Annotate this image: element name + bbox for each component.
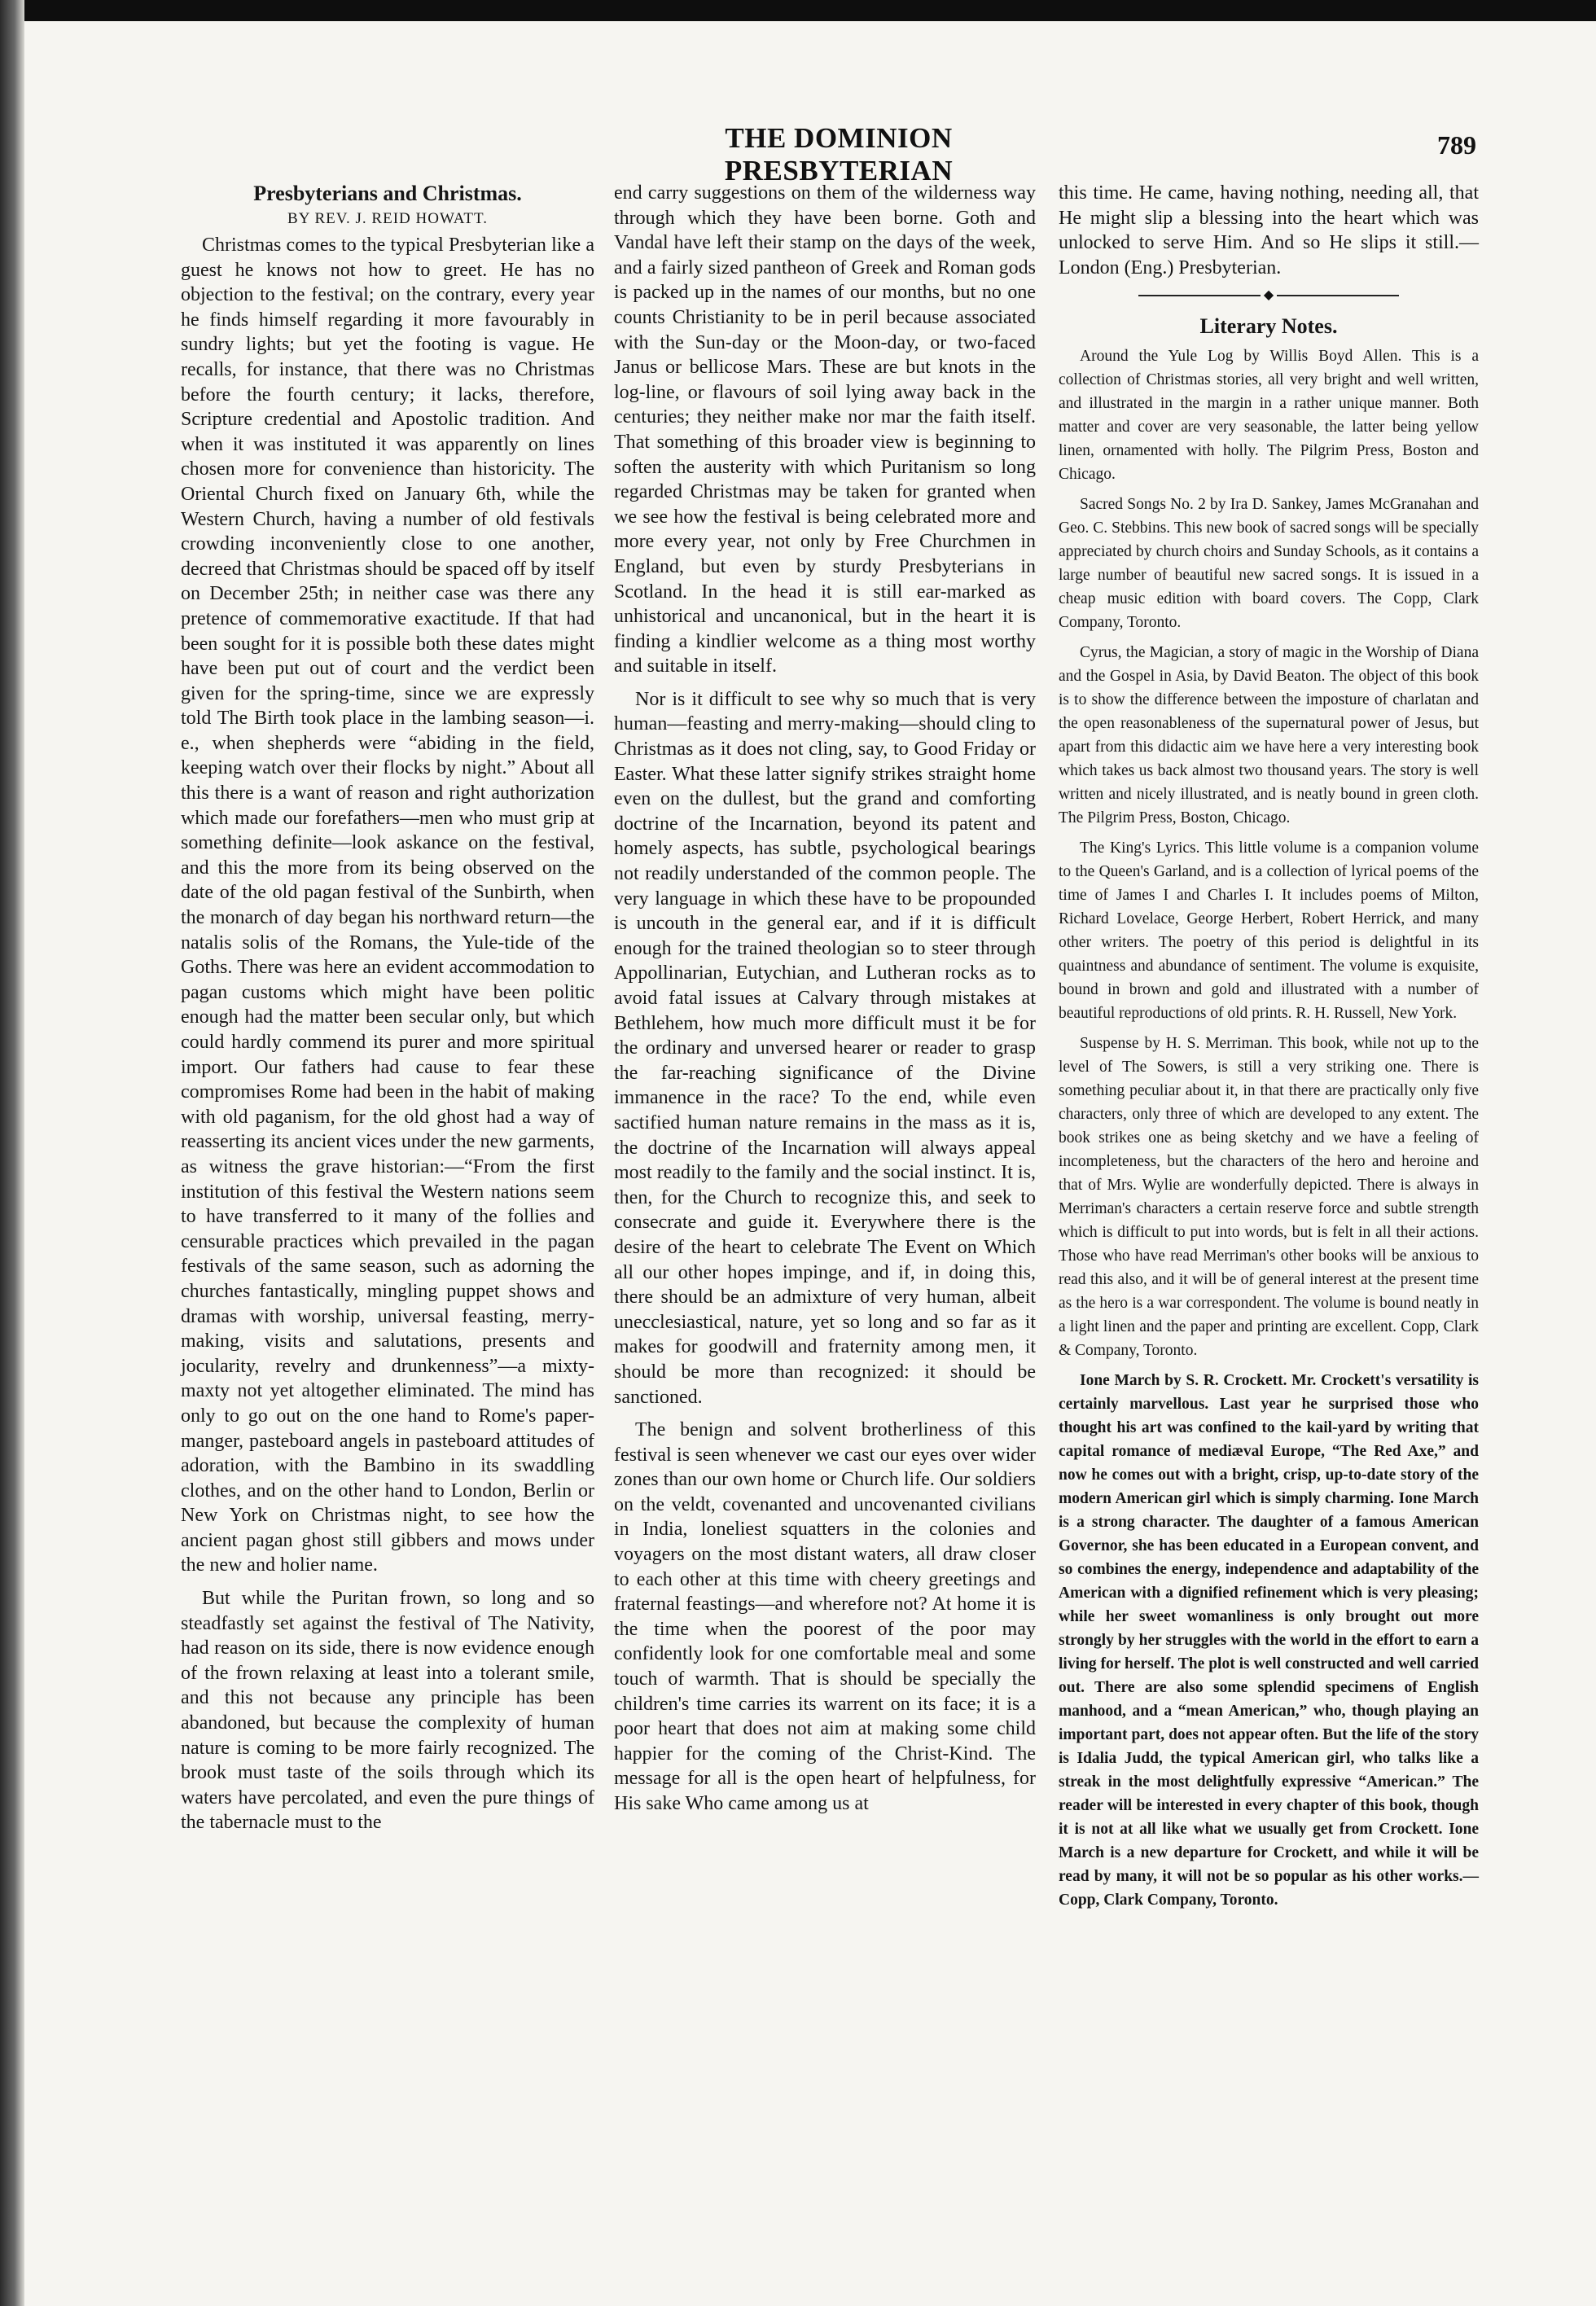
literary-note: Cyrus, the Magician, a story of magic in the Worship of Diana and the Gospel in Asia, by David Beaton. The object of this book is to show the difference between the imposture of charlatan and the open reasonableness of the supernatural power of Jesus, but apart from this didactic aim we have here a very interesting book which takes us back almost two thousand years. The story is well written and nicely illustrated, and is neatly bound in green cloth. The Pilgrim Press, Boston, Chicago. [1059,643,1479,826]
divider-rule [1277,295,1399,296]
literary-note: Suspense by H. S. Merriman. This book, while not up to the level of The Sowers, is still a very striking one. There is something peculiar about it, in that there are practically only five characters, only three of which are developed to any extent. The book strikes one as being sketchy and we have a feeling of incompleteness, but the characters of the hero and heroine and that of Mrs. Wylie are wonderfully depicted. There is always in Merriman's characters a certain reserve force and subtle strength which is difficult to put into words, but is felt in all their actions. Those who have read Merriman's other books will be anxious to read this also, and it will be of general interest at the present time as the hero is a war correspondent. The volume is bound neatly in a light linen and the paper and printing are excellent. Copp, Clark & Company, Toronto. [1059,1034,1479,1359]
scan-dark-border-top [0,0,1596,21]
scan-dark-border-left [0,0,24,2306]
article-paragraph: Christmas comes to the typical Presbyterian like a guest he knows not how to greet. He has no objection to the festival; on the contrary, every year he finds himself regarding it more favourably in sundry lights; but yet the footing is vague. He recalls, for instance, that there was no Christmas before the fourth century; it lacks, therefore, Scripture credential and Apostolic tradition. And when it was instituted it was apparently on lines chosen more for convenience than historicity. The Oriental Church fixed on January 6th, while the Western Church, having a number of old festivals crowding inconveniently close to one another, decreed that Christmas should be spaced off by itself on December 25th; in neither case was there any pretence of commemorative exactitude. If that had been sought for it is possible both these dates might have been put out of court and the verdict been given for the spring-time, since we are expressly told The Birth took place in the lambing season—i. e., when shepherds were “abiding in the field, keeping watch over their flocks by night.” About all this there is a want of reason and right authorization which made our forefathers—men who must grip at something definite—look askance on the festival, and this the more from its being observed on the date of the old pagan festival of the Sunbirth, when the monarch of day began his northward return—the natalis solis of the Romans, the Yule-tide of the Goths. There was here an evident accommodation to pagan customs which might have been politic enough had the matter been secular only, but which could hardly commend its purer and more spiritual import. Our fathers had cause to fear these compromises Rome had been in the habit of making with old paganism, for the old ghost had a way of reasserting its ancient vices under the new garments, as witness the grave historian:—“From the first institution of this festival the Western nations seem to have transferred to it many of the follies and censurable practices which prevailed in the pagan festivals of the same season, such as adorning the churches fantastically, mingling puppet shows and dramas with worship, universal feasting, merry-making, visits and salutations, presents and jocularity, revelry and drunkenness”—a mixty-maxty not yet altogether eliminated. The mind has only to go out on the one hand to Rome's paper-manger, pasteboard angels in pasteboard attitudes of adoration, with the Bambino in its swaddling clothes, and on the other hand to London, Berlin or New York on Christmas night, to see how the ancient pagan ghost still gibbers and mows under the new and holier name. [181,235,594,1576]
literary-note: Ione March by S. R. Crockett. Mr. Crockett's versatility is certainly marvellous. Last year he surprised those who thought his art was confined to the kail-yard by writing that capital romance of mediæval Europe, “The Red Axe,” and now he comes out with a bright, crisp, up-to-date story of the modern American girl which is simply charming. Ione March is a strong character. The daughter of a famous American Governor, she has been educated in a European convent, and so combines the energy, independence and adaptability of the American with a dignified refinement which is very pleasing; while her sweet womanliness is only brought out more strongly by her struggles with the world in the effort to earn a living for herself. The plot is well constructed and well carried out. There are also some splendid specimens of English manhood, and a “mean American,” who, though playing an important part, does not appear often. But the life of the story is Idalia Judd, the typical American girl, who talks like a streak in the most delightfully expressive “American.” The reader will be interested in every chapter of this book, though it is not at all like what we usually get from Crockett. Ione March is a new departure for Crockett, and while it will be read by many, it will not be so popular as his other works.—Copp, Clark Company, Toronto. [1059,1371,1479,1909]
literary-note: Around the Yule Log by Willis Boyd Allen. This is a collection of Christmas stories, all very bright and well written, and illustrated in the margin in a rather unique manner. Both matter and cover are very seasonable, the latter being yellow linen, ornamented with holly. The Pilgrim Press, Boston and Chicago. [1059,347,1479,483]
divider-rule [1138,295,1261,296]
page-number: 789 [1437,130,1476,160]
journal-title: THE DOMINION PRESBYTERIAN [724,122,954,186]
column-1 [181,181,594,1843]
article-title: Presbyterians and Christmas. [253,182,522,205]
article-paragraph: Nor is it difficult to see why so much that is very human—feasting and merry-making—should cling to Christmas as it does not cling, say, to Good Friday or Easter. What these latter signify strikes straight home even on the dullest, but the grand and comforting doctrine of the Incarnation, beyond its patent and homely aspects, has subtle, psychological bearings not readily understanded of the common people. The very language in which these have to be propounded is uncouth in the general ear, and if it is difficult enough for the trained theologian so to steer through Appollinarian, Eutychian, and Lutheran rocks as to avoid fatal issues at Calvary through mistakes at Bethlehem, how much more difficult must it be for the ordinary and unversed hearer or reader to grasp the far-reaching significance of the Divine immanence in the race? To the end, while even sactified human nature remains in the mass as it is, the doctrine of the Incarnation will always appeal most readily to the family and the social instinct. It is, then, for the Church to recognize this, and seek to consecrate and guide it. Everywhere there is the desire of the heart to celebrate The Event on Which all our other hopes impinge, and if, in doing this, there should be an admixture of very human, albeit unecclesiastical, nature, yet so long and so far as it makes for goodwill and fraternity among men, it should be more than recognized: it should be sanctioned. [614,688,1036,1408]
diamond-ornament-icon: ◆ [1263,287,1274,302]
literary-notes-title: Literary Notes. [1199,313,1338,338]
column-2 [614,181,1036,1825]
article-paragraph: this time. He came, having nothing, needing all, that He might slip a blessing into the heart which was unlocked to serve Him. And so He slips it still.—London (Eng.) Presbyterian. [1059,182,1479,278]
article-paragraph: end carry suggestions on them of the wilderness way through which they have been borne. Goth and Vandal have left their stamp on the days of the week, and a fairly sized pantheon of Greek and Roman gods is packed up in the names of our months, but no one counts Christianity to be in peril because associated with the Sun-day or the Moon-day, or two-faced Janus or bellicose Mars. These are but knots in the log-line, or flavours of soil lying away back in the centuries; they neither make nor mar the faith itself. That something of this broader view is beginning to soften the austerity with which Puritanism so long regarded Christmas may be taken for granted when we see how the festival is being celebrated more and more every year, not only by Free Churchmen in England, but even by sturdy Presbyterians in Scotland. In the head it is still ear-marked as unhistorical and uncanonical, but in the heart it is finding a kindlier welcome as a thing most worthy and suitable in itself. [614,182,1036,677]
literary-note: Sacred Songs No. 2 by Ira D. Sankey, James McGranahan and Geo. C. Stebbins. This new book of sacred songs will be specially appreciated by church choirs and Sunday Schools, as it contains a large number of beautiful new sacred songs. It is issued in a cheap music edition with board covers. The Copp, Clark Company, Toronto. [1059,495,1479,631]
article-paragraph: But while the Puritan frown, so long and so steadfastly set against the festival of The Nativity, had reason on its side, there is now evidence enough of the frown relaxing at least into a tolerant smile, and this not because any principle has been abandoned, but because the complexity of human nature is coming to be more fairly recognized. The brook must taste of the soils through which its waters have percolated, and even the pure things of the tabernacle must to the [181,1588,594,1834]
article-paragraph: The benign and solvent brotherliness of this festival is seen whenever we cast our eyes over wider zones than our own home or Church life. Our soldiers on the veldt, covenanted and uncovenanted civilians in India, loneliest squatters in the colonies and voyagers on the most distant waters, all draw closer to each other at this time with cheery greetings and fraternal feastings—and wherefore not? At home it is the time when the poorest of the poor may confidently look for one comfortable meal and some touch of warmth. That is should be specially the children's time carries its warrent on its face; it is a poor heart that does not aim at making some child happier for the coming of the Christ-Kind. The message for all is the open heart of helpfulness, for His sake Who came among us at [614,1419,1036,1814]
literary-note: The King's Lyrics. This little volume is a companion volume to the Queen's Garland, and is a collection of lyrical poems of the time of James I and Charles I. It includes poems of Milton, Richard Lovelace, George Herbert, Robert Herrick, and many other writers. The poetry of this period is delightful in its quaintness and abundance of sentiment. The volume is exquisite, bound in brown and gold and illustrated with a number of beautiful reproductions of old prints. R. H. Russell, New York. [1059,839,1479,1022]
column-3 [1059,181,1479,1918]
article-byline: BY REV. J. REID HOWATT. [287,210,488,227]
section-divider [1059,288,1479,301]
